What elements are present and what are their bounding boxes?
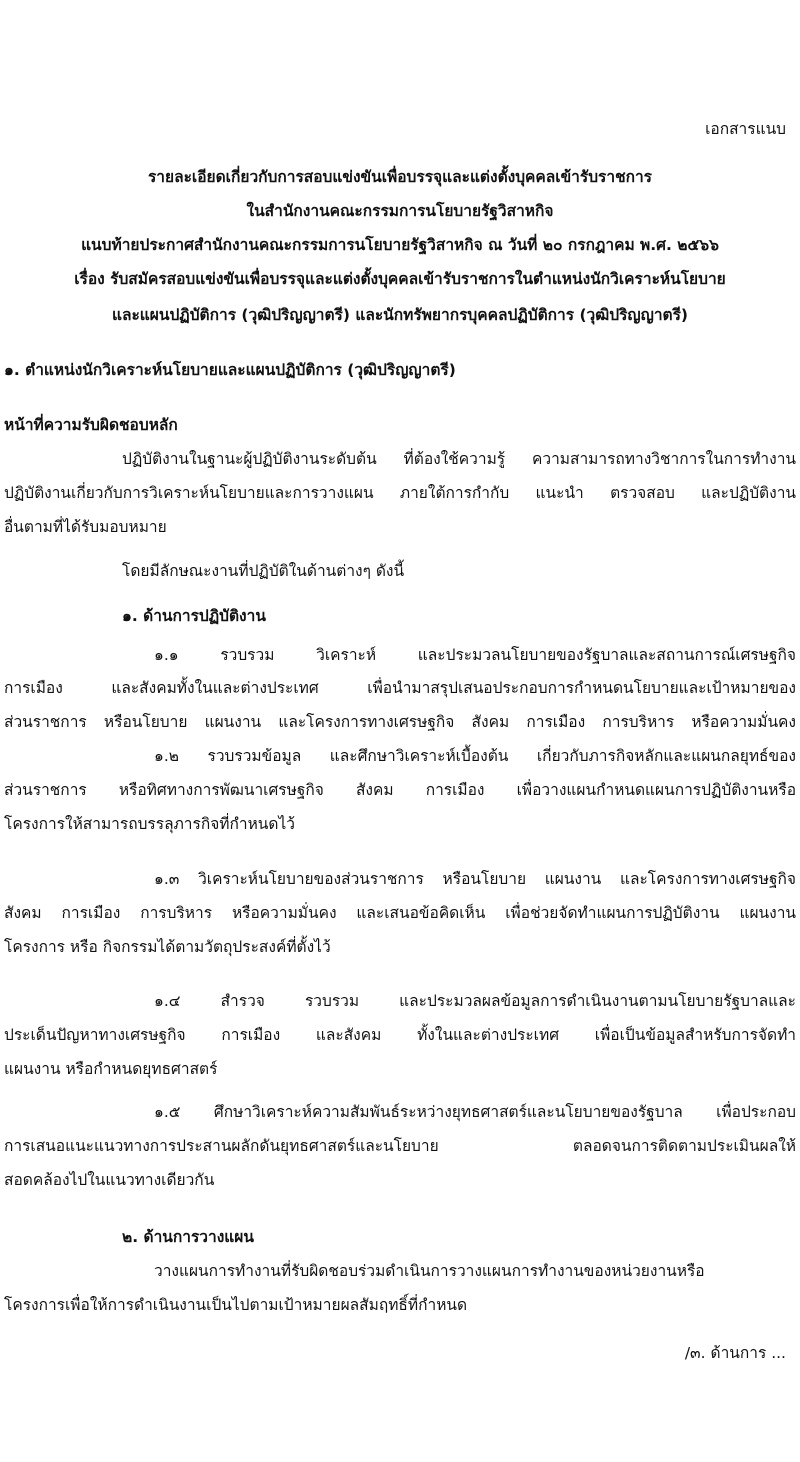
item-1-1-line-3: ส่วนราชการ หรือนโยบาย แผนงาน และโครงการทางเศรษฐกิจ สังคม การเมือง การบริหาร หรือความมั่นคง [4,713,796,731]
attachment-label: เอกสารแนบ [705,120,786,138]
item-1-4-line-1: ๑.๔ สำรวจ รวบรวม และประมวลผลข้อมูลการดำเนินงานตามนโยบายรัฐบาลและ [154,992,796,1010]
item-1-5-line-3: สอดคล้องไปในแนวทางเดียวกัน [4,1171,215,1189]
item-1-3-line-2: สังคม การเมือง การบริหาร หรือความมั่นคง และเสนอข้อคิดเห็น เพื่อช่วยจัดทำแผนการปฏิบัติงาน แผนงาน [4,904,796,922]
title-line-4: เรื่อง รับสมัครสอบแข่งขันเพื่อบรรจุและแต่งตั้งบุคคลเข้ารับราชการในตำแหน่งนักวิเคราะห์นโยบาย [74,270,726,288]
duties-heading: หน้าที่ความรับผิดชอบหลัก [4,416,178,434]
section-heading: ๑. ตำแหน่งนักวิเคราะห์นโยบายและแผนปฏิบัติการ (วุฒิปริญญาตรี) [4,361,456,379]
area1-heading: ๑. ด้านการปฏิบัติงาน [122,607,266,625]
intro-line-2: ปฏิบัติงานเกี่ยวกับการวิเคราะห์นโยบายและการวางแผน ภายใต้การกำกับ แนะนำ ตรวจสอบ และปฏิบัติงาน [4,484,796,502]
area2-line-2: โครงการเพื่อให้การดำเนินงานเป็นไปตามเป้าหมายผลสัมฤทธิ์ที่กำหนด [4,1296,468,1314]
item-1-3-line-1: ๑.๓ วิเคราะห์นโยบายของส่วนราชการ หรือนโยบาย แผนงาน และโครงการทางเศรษฐกิจ [154,870,796,888]
area2-line-1: วางแผนการทำงานที่รับผิดชอบร่วมดำเนินการวางแผนการทำงานของหน่วยงานหรือ [154,1262,705,1280]
characteristics-text: โดยมีลักษณะงานที่ปฏิบัติในด้านต่างๆ ดังนี้ [122,562,405,580]
intro-line-3: อื่นตามที่ได้รับมอบหมาย [4,518,167,536]
title-line-1: รายละเอียดเกี่ยวกับการสอบแข่งขันเพื่อบรรจุและแต่งตั้งบุคคลเข้ารับราชการ [147,168,652,186]
title-line-2: ในสำนักงานคณะกรรมการนโยบายรัฐวิสาหกิจ [246,202,554,220]
item-1-4-line-3: แผนงาน หรือกำหนดยุทธศาสตร์ [4,1060,218,1078]
item-1-1-line-1: ๑.๑ รวบรวม วิเคราะห์ และประมวลนโยบายของรัฐบาลและสถานการณ์เศรษฐกิจ [154,646,796,664]
item-1-2-line-1: ๑.๒ รวบรวมข้อมูล และศึกษาวิเคราะห์เบื้องต้น เกี่ยวกับภารกิจหลักและแผนกลยุทธ์ของ [154,747,796,765]
item-1-5-line-2: การเสนอแนะแนวทางการประสานผลักดันยุทธศาสตร์และนโยบาย ตลอดจนการติดตามประเมินผลให้ [4,1137,796,1155]
item-1-2-line-2: ส่วนราชการ หรือทิศทางการพัฒนาเศรษฐกิจ สังคม การเมือง เพื่อวางแผนกำหนดแผนการปฏิบัติงานหรือ [4,781,796,799]
area2-heading: ๒. ด้านการวางแผน [122,1228,254,1246]
title-line-5: และแผนปฏิบัติการ (วุฒิปริญญาตรี) และนักทรัพยากรบุคคลปฏิบัติการ (วุฒิปริญญาตรี) [111,306,688,324]
item-1-4-line-2: ประเด็นปัญหาทางเศรษฐกิจ การเมือง และสังคม ทั้งในและต่างประเทศ เพื่อเป็นข้อมูลสำหรับการจัดทำ [4,1026,796,1044]
item-1-5-line-1: ๑.๕ ศึกษาวิเคราะห์ความสัมพันธ์ระหว่างยุทธศาสตร์และนโยบายของรัฐบาล เพื่อประกอบ [154,1103,796,1121]
item-1-3-line-3: โครงการ หรือ กิจกรรมได้ตามวัตถุประสงค์ที่ตั้งไว้ [4,938,331,956]
title-line-3: แนบท้ายประกาศสำนักงานคณะกรรมการนโยบายรัฐวิสาหกิจ ณ วันที่ ๒๐ กรกฎาคม พ.ศ. ๒๕๖๖ [81,236,719,254]
item-1-1-line-2: การเมือง และสังคมทั้งในและต่างประเทศ เพื่อนำมาสรุปเสนอประกอบการกำหนดนโยบายและเป้าหมายของ [4,679,796,697]
intro-line-1: ปฏิบัติงานในฐานะผู้ปฏิบัติงานระดับต้น ที่ต้องใช้ความรู้ ความสามารถทางวิชาการในการทำงาน [122,450,796,468]
item-1-2-line-3: โครงการให้สามารถบรรลุภารกิจที่กำหนดไว้ [4,815,295,833]
continuation-marker: /๓. ด้านการ ... [684,1344,786,1362]
